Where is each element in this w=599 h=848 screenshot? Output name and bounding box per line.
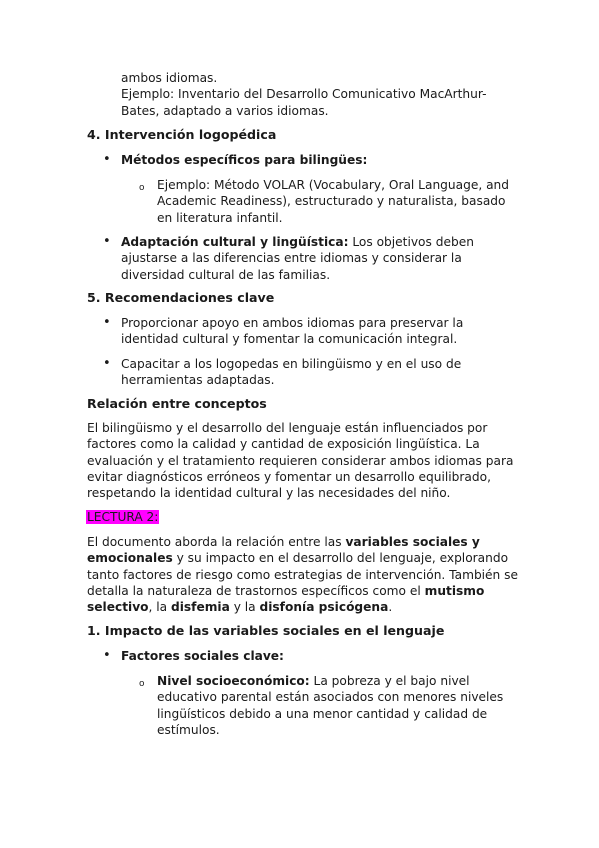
paragraph: [87, 420, 513, 501]
text-line: [87, 534, 518, 550]
text-line: tanto factores de riesgo como estrategias de intervención. También se: [87, 567, 519, 582]
circle-bullet-icon: o: [139, 679, 145, 689]
text-line: Capacitar a los logopedas en bilingüismo y en el uso de: [121, 357, 462, 371]
sub-bullet-text: [157, 177, 509, 226]
section-heading-1: 1. Impacto de las variables sociales en el lenguaje: [87, 623, 445, 638]
text-line: ajustarse a las diferencias entre idiomas y considerar la: [121, 251, 462, 266]
bold-term: selectivo: [87, 600, 149, 615]
text-line: [87, 583, 518, 599]
text-line: estímulos.: [157, 722, 220, 737]
circle-bullet-icon: o: [139, 183, 145, 193]
bullet-title: Métodos específicos para bilingües:: [121, 153, 368, 167]
bold-term: Adaptación cultural y lingüística:: [121, 235, 349, 249]
text-line: identidad cultural y fomentar la comunicación integral.: [121, 332, 458, 347]
text-line: Proporcionar apoyo en ambos idiomas para preservar la: [121, 316, 464, 330]
lectura-label: LECTURA 2:: [87, 510, 159, 524]
bullet-text: [121, 356, 461, 389]
bold-term: emocionales: [87, 551, 173, 566]
bullet-icon: •: [103, 648, 111, 663]
text-line: Ejemplo: Inventario del Desarrollo Comunicativo MacArthur-: [121, 87, 487, 102]
sub-bullet-text: [157, 673, 503, 738]
text-run: detalla la naturaleza de trastornos específicos como el: [87, 583, 425, 598]
text-run: Los objetivos deben: [348, 235, 474, 249]
bullet-icon: •: [103, 315, 111, 330]
text-line: lingüísticos debido a una menor cantidad y calidad de: [157, 706, 488, 721]
continuation-text: [121, 70, 486, 119]
text-line: [121, 234, 474, 250]
paragraph: [87, 534, 518, 615]
text-line: [157, 673, 503, 689]
text-line: El bilingüismo y el desarrollo del lenguaje están influenciados por: [87, 421, 488, 435]
text-line: herramientas adaptadas.: [121, 373, 275, 388]
text-line: Bates, adaptado a varios idiomas.: [121, 103, 329, 118]
highlighted-label: [86, 509, 159, 525]
text-line: educativo parental están asociados con menores niveles: [157, 690, 504, 705]
text-line: ambos idiomas.: [121, 71, 218, 85]
text-line: Ejemplo: Método VOLAR (Vocabulary, Oral Language, and: [157, 178, 510, 192]
bullet-title: Factores sociales clave:: [121, 649, 284, 663]
text-line: respetando la identidad cultural y las necesidades del niño.: [87, 486, 451, 501]
text-line: factores como la calidad y cantidad de exposición lingüística. La: [87, 437, 480, 452]
bullet-icon: •: [103, 234, 111, 249]
section-heading-relacion: Relación entre conceptos: [87, 396, 267, 411]
text-run: y la: [229, 600, 260, 615]
bold-term: Nivel socioeconómico:: [157, 674, 310, 688]
bold-term: disfemia: [171, 600, 230, 615]
text-run: y su impacto en el desarrollo del lenguaje, explorando: [172, 551, 509, 566]
bullet-icon: •: [103, 152, 111, 167]
text-line: Academic Readiness), estructurado y naturalista, basado: [157, 194, 506, 209]
text-line: [87, 550, 518, 566]
text-line: evitar diagnósticos erróneos y fomentar un desarrollo equilibrado,: [87, 469, 491, 484]
text-line: diversidad cultural de las familias.: [121, 267, 331, 282]
section-heading-4: 4. Intervención logopédica: [87, 127, 277, 142]
text-run: .: [388, 600, 393, 615]
bullet-icon: •: [103, 356, 111, 371]
text-run: La pobreza y el bajo nivel: [309, 674, 470, 688]
bold-term: disfonía psicógena: [259, 600, 389, 615]
text-run: El documento aborda la relación entre las: [87, 535, 346, 549]
text-line: evaluación y el tratamiento requieren considerar ambos idiomas para: [87, 453, 514, 468]
bold-term: mutismo: [424, 583, 485, 598]
section-heading-5: 5. Recomendaciones clave: [87, 290, 275, 305]
text-run: , la: [148, 600, 171, 615]
bullet-text: [121, 315, 463, 348]
bullet-text: [121, 234, 474, 283]
text-line: en literatura infantil.: [157, 210, 283, 225]
bold-term: variables sociales y: [345, 535, 480, 549]
text-line: [87, 599, 518, 615]
